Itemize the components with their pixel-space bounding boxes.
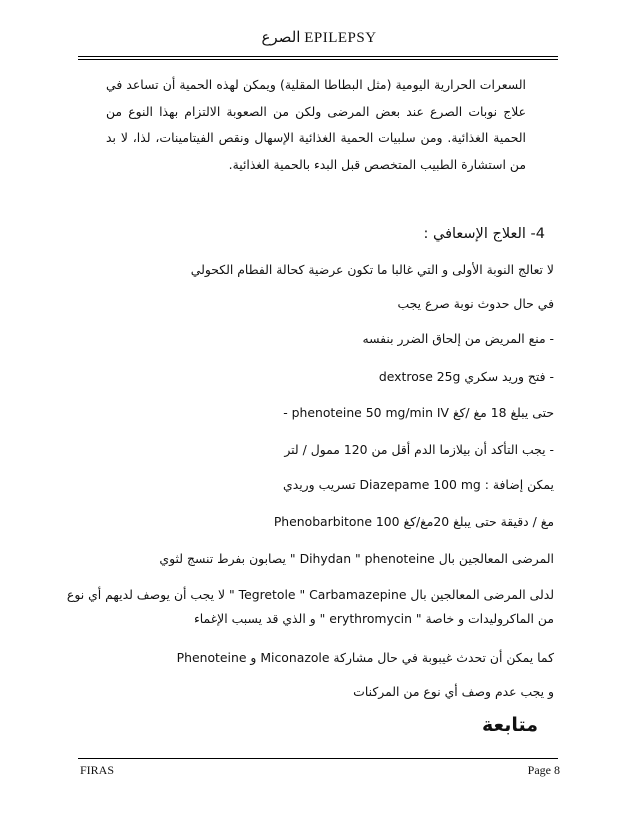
body-line: المرضى المعالجين بال Dihydan " phenoteine " يصابون بفرط تنسج لثوي: [159, 551, 554, 566]
body-line: - phenoteine 50 mg/min IV حتى يبلغ 18 مغ /كغ: [283, 405, 554, 420]
body-line: Phenobarbitone 100 مغ / دقيقة حتى يبلغ 20مغ/كغ: [273, 514, 554, 529]
intro-paragraph: السعرات الحرارية اليومية (مثل البطاطا المقلية) ويمكن لهذه الحمية أن تساعد في علاج نوبات الصرع عند بعض المرضى ولكن من الصعوبة الالتزام بهذا النوع من الحمية الغذائية. ومن سلبيات الحمية الغذائية الإسهال ونقص الفيتامينات، لذا، لا بد من استشارة الطبيب المتخصص قبل البدء بالحمية الغذائية.: [106, 77, 526, 172]
body-line: و يجب عدم وصف أي نوع من المركنات: [353, 684, 554, 699]
footer-author: FIRAS: [80, 763, 115, 777]
body-line: - فتح وريد سكري dextrose 25g: [378, 369, 554, 384]
body-line: في حال حدوث نوبة صرع يجب: [397, 296, 554, 311]
body-line: لا تعالج النوبة الأولى و التي غالبا ما تكون عرضية كحالة الفطام الكحولي: [190, 262, 554, 277]
body-line: كما يمكن أن تحدث غيبوبة في حال مشاركة Miconazole و Phenoteine: [176, 650, 554, 665]
footer-page-number: Page 8: [527, 763, 560, 777]
page-header-title: الصرع EPILEPSY: [261, 30, 377, 46]
body-line: - منع المريض من إلحاق الضرر بنفسه: [362, 331, 554, 346]
header-divider: [78, 56, 558, 60]
section-heading: 4- العلاج الإسعافي :: [423, 226, 545, 242]
body-line: من الماكروليدات و خاصة " erythromycin " و الذي قد يسبب الإغماء: [193, 611, 554, 626]
body-line: يمكن إضافة : Diazepame 100 mg تسريب وريدي: [283, 477, 554, 492]
body-line: - يجب التأكد أن بيلازما الدم أقل من 120 ممول / لتر: [284, 442, 554, 457]
follow-up-heading: متابعة: [481, 714, 538, 736]
footer-divider: [78, 758, 558, 759]
body-line: لدلى المرضى المعالجين بال Tegretole " Carbamazepine " لا يجب أن يوصف لديهم أي نوع: [66, 587, 554, 602]
